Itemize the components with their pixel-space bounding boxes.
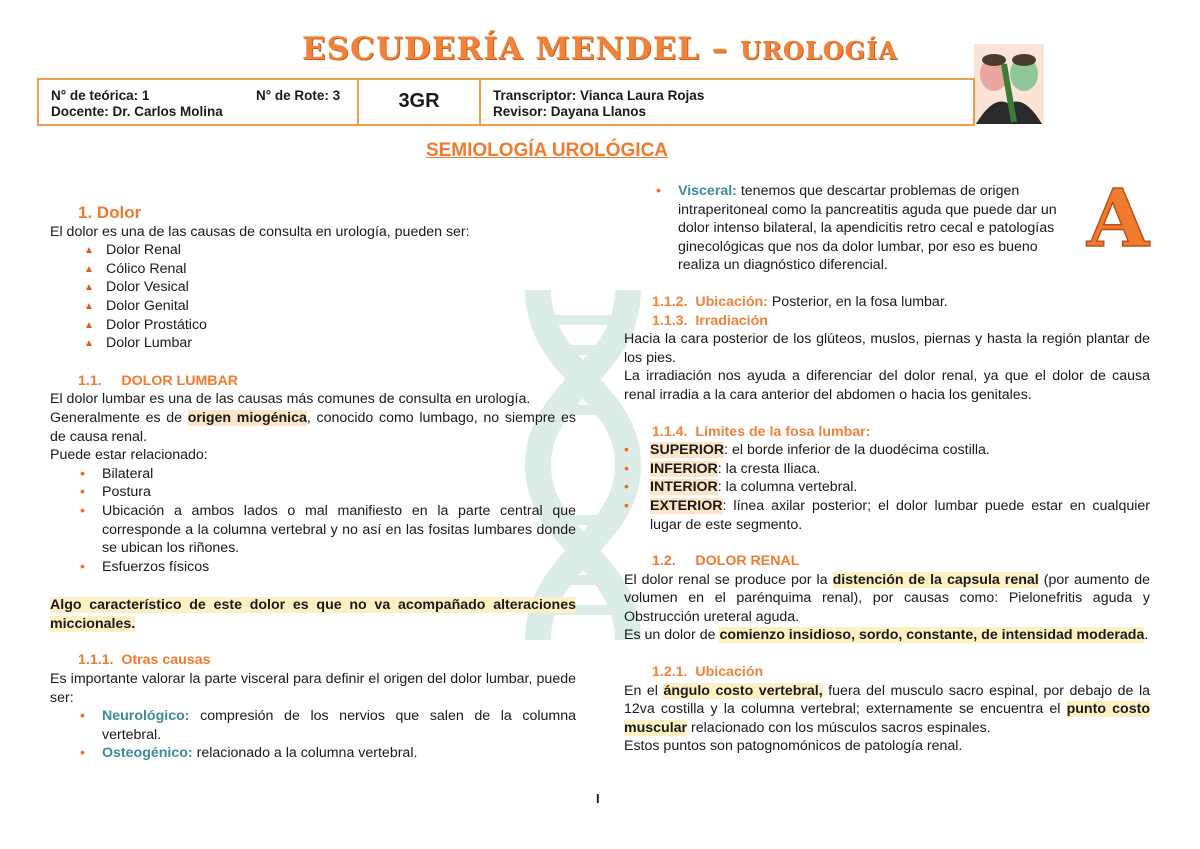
list-item: • Postura — [80, 484, 151, 501]
list-item: • INFERIOR: la cresta Iliaca. — [624, 460, 821, 477]
dolor-intro: El dolor es una de las causas de consulta en urología, pueden ser: — [50, 223, 470, 240]
list-item: ▲ Dolor Genital — [80, 297, 576, 316]
flame-icon: ▲ — [84, 282, 94, 294]
lumbar-p1: El dolor lumbar es una de las causas más comunes de consulta en urología. — [50, 391, 531, 408]
list-item: • Neurológico: compresión de los nervios que salen de la columna vertebral. — [80, 708, 576, 743]
limites-list — [624, 441, 1150, 534]
key-note: Algo característico de este dolor es que no va acompañado alteraciones miccionales. — [50, 597, 576, 632]
svg-text:A: A — [1086, 176, 1150, 256]
otras-heading: 1.1.1. Otras causas — [78, 652, 211, 669]
rote-number: N° de Rote: 3 — [256, 88, 341, 103]
irradiacion-p2: La irradiación nos ayuda a diferenciar del dolor renal, ya que el dolor de causa renal irradia a la cara anterior del abdomen o hacia los genitales. — [624, 368, 1150, 403]
list-item: • Osteogénico: relacionado a la columna vertebral. — [80, 745, 418, 762]
otras-list — [50, 707, 576, 763]
list-item: ▲ Dolor Vesical — [80, 278, 576, 297]
dolor-heading: 1. Dolor — [78, 203, 142, 222]
ubicacion2-p2: Estos puntos son patognomónicos de patología renal. — [624, 738, 963, 755]
page-subtitle: SEMIOLOGÍA UROLÓGICA — [425, 140, 669, 161]
ubicacion-line: 1.1.2. Ubicación: Posterior, en la fosa lumbar. — [652, 293, 948, 310]
list-item: • SUPERIOR: el borde inferior de la duodécima costilla. — [624, 442, 990, 459]
list-item: • EXTERIOR: línea axilar posterior; el dolor lumbar puede estar en cualquier lugar de este segmento. — [624, 497, 1150, 533]
mendel-portrait-logo — [974, 44, 1044, 124]
flame-icon: ▲ — [84, 338, 94, 350]
transcriptor: Transcriptor: Vianca Laura Rojas — [493, 88, 705, 103]
flame-icon: ▲ — [84, 263, 94, 275]
list-item: ▲ Dolor Lumbar — [80, 334, 576, 353]
list-item: • INTERIOR: la columna vertebral. — [624, 479, 858, 496]
list-item: ▲ Dolor Renal — [80, 241, 576, 260]
flame-icon: ▲ — [84, 300, 94, 312]
teorica-number: N° de teórica: 1 — [51, 88, 150, 103]
docente: Docente: Dr. Carlos Molina — [51, 104, 223, 119]
right-column — [624, 182, 1150, 756]
ubicacion2-heading: 1.2.1. Ubicación — [652, 664, 764, 681]
list-item: ▲ Dolor Prostático — [80, 316, 576, 335]
renal-heading: 1.2. DOLOR RENAL — [652, 553, 800, 570]
flame-icon: ▲ — [84, 319, 94, 331]
document-title: ESCUDERÍA MENDEL – UROLOGÍA — [302, 31, 898, 67]
lecture-info-box — [37, 78, 359, 126]
ubicacion2-p1: En el ángulo costo vertebral, fuera del musculo sacro espinal, por debajo de la 12va costilla y la columna vertebral; externamente se encuentra el punto costo muscular relacionado con los músculos sacros espinales. — [624, 682, 1150, 736]
credits-box — [479, 78, 975, 126]
list-item: ▲ Cólico Renal — [80, 260, 576, 279]
list-item: • Bilateral — [80, 465, 154, 482]
dolor-types-list — [50, 241, 576, 353]
irradiacion-heading: 1.1.3. Irradiación — [652, 312, 768, 329]
list-item: • Ubicación a ambos lados o mal manifiesto en la parte central que corresponde a la columna vertebral y no así en las fositas lumbares donde se ubican los riñones. — [80, 502, 576, 557]
lumbar-heading: 1.1. DOLOR LUMBAR — [78, 372, 239, 389]
group-badge: 3GR — [357, 78, 481, 126]
related-list — [50, 465, 576, 577]
revisor: Revisor: Dayana Llanos — [493, 104, 647, 119]
list-item: • Visceral: tenemos que descartar problemas de origen intraperitoneal como la pancreatitis aguda que puede dar un dolor intenso bilateral, la apendicitis retro cecal e patologías ginecológicas que nos da dolor lumbar, por eso es bueno realiza un diagnóstico diferencial. — [656, 183, 1057, 274]
limites-heading: 1.1.4. Límites de la fosa lumbar: — [652, 423, 871, 440]
lumbar-p3: Puede estar relacionado: — [50, 447, 208, 464]
visceral-list — [624, 182, 1078, 275]
list-item: • Esfuerzos físicos — [80, 558, 210, 575]
irradiacion-p1: Hacia la cara posterior de los glúteos, muslos, piernas y hasta la región plantar de los pies. — [624, 331, 1150, 366]
renal-p2: Es un dolor de comienzo insidioso, sordo, constante, de intensidad moderada. — [624, 627, 1149, 644]
renal-p1: El dolor renal se produce por la distención de la capsula renal (por aumento de volumen en el parénquima renal), por causas como: Pielonefritis aguda y Obstrucción ureteral aguda. — [624, 571, 1150, 625]
lumbar-p2: Generalmente es de origen miogénica, conocido como lumbago, no siempre es de causa renal. — [50, 409, 576, 445]
flame-icon: ▲ — [84, 245, 94, 257]
otras-p: Es importante valorar la parte visceral para definir el origen del dolor lumbar, puede ser: — [50, 671, 576, 706]
page-number: I — [596, 791, 600, 806]
left-column — [50, 204, 576, 763]
